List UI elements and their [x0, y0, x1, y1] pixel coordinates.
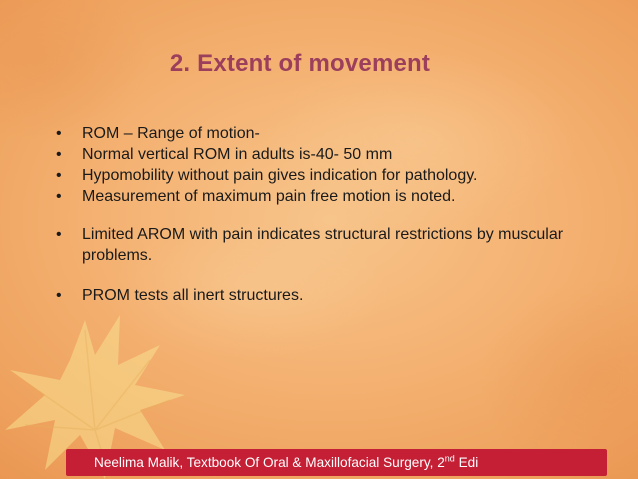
- bullet-item: • Hypomobility without pain gives indication for pathology.: [56, 165, 616, 186]
- slide-title: 2. Extent of movement: [169, 50, 431, 77]
- citation-footer: [66, 449, 607, 476]
- citation-text: Neelima Malik, Textbook Of Oral & Maxillofacial Surgery, 2: [94, 455, 445, 470]
- bullet-item: • Limited AROM with pain indicates structural restrictions by muscular problems.: [56, 224, 616, 266]
- citation-superscript: nd: [444, 453, 455, 464]
- bullet-item: • Normal vertical ROM in adults is-40- 50 mm: [56, 144, 616, 165]
- citation-text-end: Edi: [454, 455, 479, 470]
- bullet-item: • Measurement of maximum pain free motion is noted.: [56, 186, 616, 207]
- bullet-list: [56, 123, 616, 306]
- bullet-item: • PROM tests all inert structures.: [56, 285, 616, 306]
- bullet-item: • ROM – Range of motion-: [56, 123, 616, 144]
